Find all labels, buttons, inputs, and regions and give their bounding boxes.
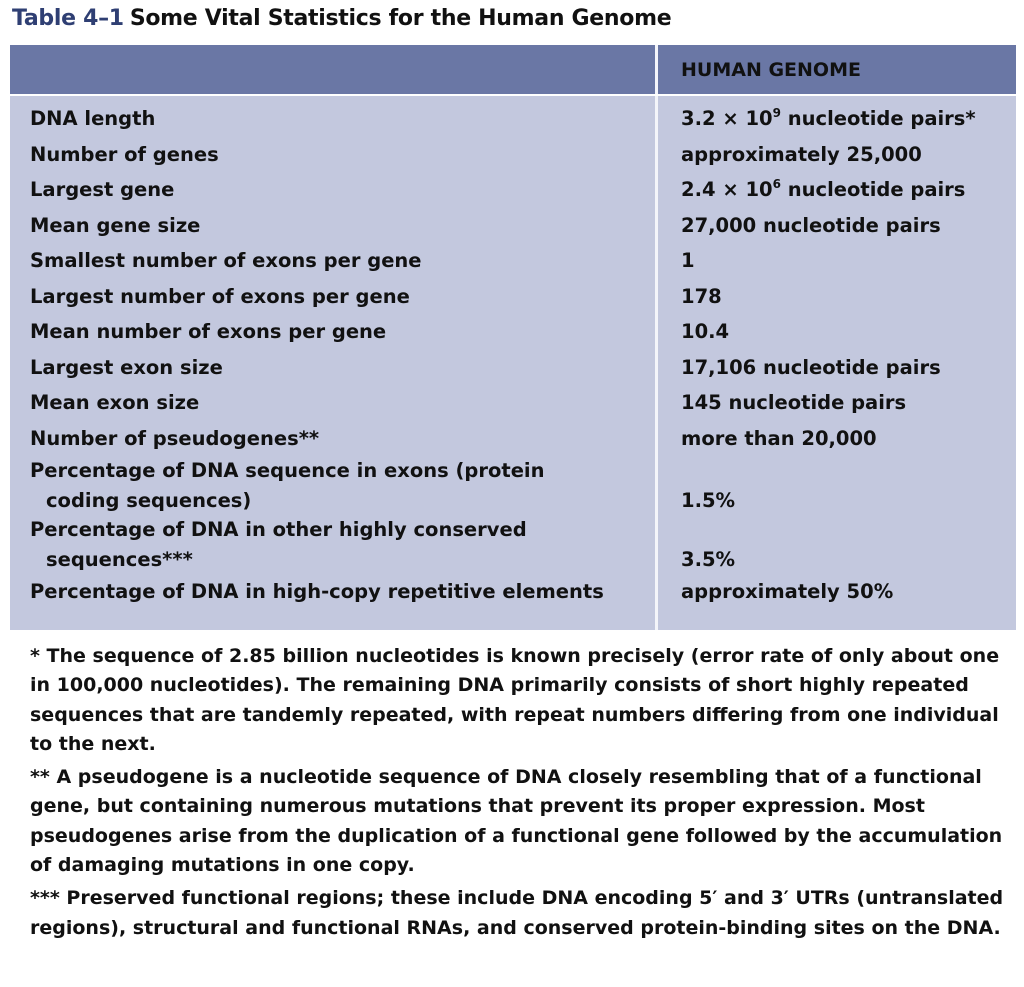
table-row-pseudogenes xyxy=(10,421,1016,457)
table-row-conserved-percentage xyxy=(10,515,1016,574)
row-property: Largest gene xyxy=(30,178,175,201)
row-property: Largest number of exons per gene xyxy=(30,284,410,308)
row-property: Mean number of exons per gene xyxy=(30,320,387,343)
row-property: Mean exon size xyxy=(30,391,200,414)
row-value: approximately 50% xyxy=(681,580,894,603)
row-property: Percentage of DNA sequence in exons (protein coding sequences) xyxy=(30,459,545,512)
row-value: more than 20,000 xyxy=(681,426,877,450)
row-value: $3.2 \times 10^9$ nucleotide pairs* xyxy=(681,105,976,130)
table-caption xyxy=(12,6,671,31)
row-property: Percentage of DNA in high-copy repetitive elements xyxy=(30,580,604,603)
row-property: Largest exon size xyxy=(30,355,223,379)
row-value: 27,000 nucleotide pairs xyxy=(681,213,941,237)
table-row-smallest-exons xyxy=(10,243,1016,279)
row-property: Number of genes xyxy=(30,142,219,166)
row-value: 145 nucleotide pairs xyxy=(681,391,907,414)
table-header-band xyxy=(10,45,1016,94)
row-value: 10.4 xyxy=(681,320,730,343)
row-property: Number of pseudogenes** xyxy=(30,426,320,450)
row-property: Mean gene size xyxy=(30,213,201,237)
row-property: Percentage of DNA in other highly conserved sequences*** xyxy=(30,518,527,571)
table-row-number-of-genes xyxy=(10,137,1016,173)
table-row-largest-gene xyxy=(10,172,1016,208)
table-rows xyxy=(10,101,1016,610)
table-title: Some Vital Statistics for the Human Genome xyxy=(129,6,672,31)
table-row-largest-exon-size xyxy=(10,350,1016,386)
row-property: Smallest number of exons per gene xyxy=(30,249,422,272)
footnote-single-asterisk: * The sequence of 2.85 billion nucleotides is known precisely (error rate of only about one in 100,000 nucleotides). The remaining DNA primarily consists of short highly repeated sequences that are tandemly repeated, with repeat numbers differing from one individual to the next. xyxy=(30,645,1000,755)
table-row-dna-length xyxy=(10,101,1016,137)
row-value: 17,106 nucleotide pairs xyxy=(681,355,941,379)
header-column-divider xyxy=(655,45,658,94)
footnote-double-asterisk: ** A pseudogene is a nucleotide sequence of DNA closely resembling that of a functional gene, but containing numerous mutations that prevent its proper expression. Most pseudogenes arise from the duplication of a functional gene followed by the accumulation of damaging mutations in one copy. xyxy=(30,766,1003,877)
table-number: Table 4–1 xyxy=(12,6,124,31)
row-value: 3.5% xyxy=(681,547,736,571)
row-value: $2.4 \times 10^6$ nucleotide pairs xyxy=(681,176,966,201)
row-value: 1.5% xyxy=(681,488,736,512)
row-value: approximately 25,000 xyxy=(681,142,922,166)
table-row-mean-exons xyxy=(10,314,1016,350)
table-row-mean-gene-size xyxy=(10,208,1016,244)
column-header-human-genome: HUMAN GENOME xyxy=(681,59,861,81)
footnote-triple-asterisk: *** Preserved functional regions; these include DNA encoding 5′ and 3′ UTRs (untranslated regions), structural and functional RNAs, and conserved protein-binding sites on the DNA. xyxy=(30,887,1004,939)
table-row-largest-exons xyxy=(10,279,1016,315)
table-row-repetitive-percentage xyxy=(10,574,1016,610)
table-row-mean-exon-size xyxy=(10,385,1016,421)
row-property: DNA length xyxy=(30,107,156,130)
footnotes xyxy=(30,642,1020,947)
table-row-exon-percentage xyxy=(10,456,1016,515)
row-value: 178 xyxy=(681,284,722,308)
row-value: 1 xyxy=(681,249,695,272)
